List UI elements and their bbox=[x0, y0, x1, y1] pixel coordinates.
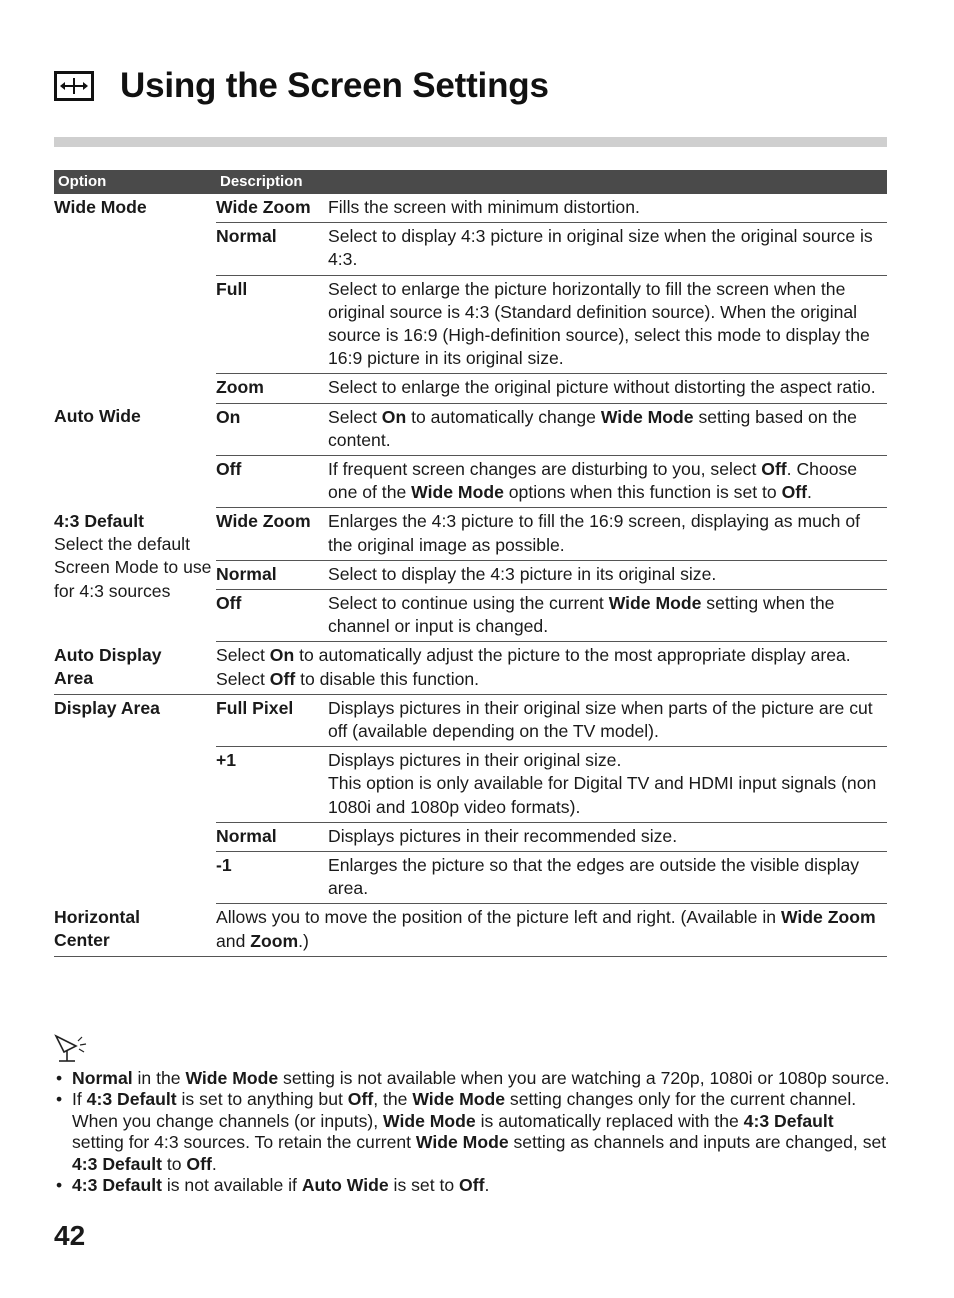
table-row bbox=[54, 508, 887, 560]
suboption-description: Select to enlarge the picture horizontally to fill the screen when the original source is 4:3 (Standard definition source). When the original source is 16:9 (High-definition source), select this mode to display the 16:9 picture in its original size. bbox=[328, 275, 887, 374]
option-note: Select the default Screen Mode to use for 4:3 sources bbox=[54, 534, 212, 601]
screen-settings-icon bbox=[54, 71, 94, 101]
table-row bbox=[54, 403, 887, 455]
suboption-label: Full bbox=[216, 275, 328, 374]
suboption-label: Wide Zoom bbox=[216, 508, 328, 560]
header-option: Option bbox=[54, 170, 216, 194]
table-row bbox=[54, 194, 887, 223]
settings-table bbox=[54, 170, 887, 957]
option-auto-display-area: Auto Display Area bbox=[54, 642, 216, 694]
suboption-label: +1 bbox=[216, 747, 328, 823]
table-row bbox=[54, 904, 887, 956]
suboption-description: Fills the screen with minimum distortion. bbox=[328, 194, 887, 223]
option-description: Select On to automatically adjust the picture to the most appropriate display area. Select Off to disable this function. bbox=[216, 642, 887, 694]
suboption-description: Displays pictures in their recommended size. bbox=[328, 822, 887, 851]
suboption-label: Normal bbox=[216, 223, 328, 275]
title-rule bbox=[54, 137, 887, 147]
suboption-description: Select to continue using the current Wide Mode setting when the channel or input is changed. bbox=[328, 590, 887, 642]
suboption-label: -1 bbox=[216, 852, 328, 904]
suboption-description: Select On to automatically change Wide Mode setting based on the content. bbox=[328, 403, 887, 455]
suboption-label: Normal bbox=[216, 560, 328, 589]
suboption-description: Displays pictures in their original size when parts of the picture are cut off (available depending on the TV model). bbox=[328, 694, 887, 746]
page-header bbox=[54, 66, 549, 106]
option-description: Allows you to move the position of the picture left and right. (Available in Wide Zoom and Zoom.) bbox=[216, 904, 887, 956]
option-horizontal-center: Horizontal Center bbox=[54, 904, 216, 956]
option-wide-mode: Wide Mode bbox=[54, 197, 147, 217]
option-43-default: 4:3 Default Select the default Screen Mode to use for 4:3 sources bbox=[54, 508, 216, 642]
list-item: • 4:3 Default is not available if Auto Wide is set to Off. bbox=[54, 1175, 890, 1196]
tip-lamp-icon bbox=[54, 1028, 90, 1064]
suboption-label: Zoom bbox=[216, 374, 328, 403]
suboption-description: Select to enlarge the original picture without distorting the aspect ratio. bbox=[328, 374, 887, 403]
suboption-label: Normal bbox=[216, 822, 328, 851]
suboption-description: Enlarges the 4:3 picture to fill the 16:9 screen, displaying as much of the original image as possible. bbox=[328, 508, 887, 560]
page-title: Using the Screen Settings bbox=[120, 66, 549, 105]
suboption-description: Select to display 4:3 picture in original size when the original source is 4:3. bbox=[328, 223, 887, 275]
suboption-label: On bbox=[216, 403, 328, 455]
suboption-label: Full Pixel bbox=[216, 694, 328, 746]
option-display-area: Display Area bbox=[54, 697, 160, 718]
list-item: • If 4:3 Default is set to anything but Off, the Wide Mode setting changes only for the current channel. When you change channels (or inputs), Wide Mode is automatically replaced with the 4:3 Default setting for 4:3 sources. To retain the current Wide Mode setting as channels and inputs are changed, set 4:3 Default to Off. bbox=[54, 1089, 890, 1175]
table-row bbox=[54, 642, 887, 694]
suboption-description: If frequent screen changes are disturbing to you, select Off. Choose one of the Wide Mode options when this function is set to Off. bbox=[328, 456, 887, 508]
suboption-label: Off bbox=[216, 456, 328, 508]
suboption-description: Select to display the 4:3 picture in its original size. bbox=[328, 560, 887, 589]
header-description: Description bbox=[216, 170, 887, 194]
table-header bbox=[54, 170, 887, 194]
option-auto-wide: Auto Wide bbox=[54, 406, 141, 427]
tips-list bbox=[54, 1068, 890, 1196]
suboption-label: Wide Zoom bbox=[216, 194, 328, 223]
suboption-description: Displays pictures in their original size. This option is only available for Digital TV and HDMI input signals (non 1080i and 1080p video formats). bbox=[328, 747, 887, 823]
table-row bbox=[54, 694, 887, 746]
page-number: 42 bbox=[54, 1220, 86, 1251]
suboption-description: Enlarges the picture so that the edges are outside the visible display area. bbox=[328, 852, 887, 904]
suboption-label: Off bbox=[216, 590, 328, 642]
list-item: • Normal in the Wide Mode setting is not available when you are watching a 720p, 1080i or 1080p source. bbox=[54, 1068, 890, 1089]
